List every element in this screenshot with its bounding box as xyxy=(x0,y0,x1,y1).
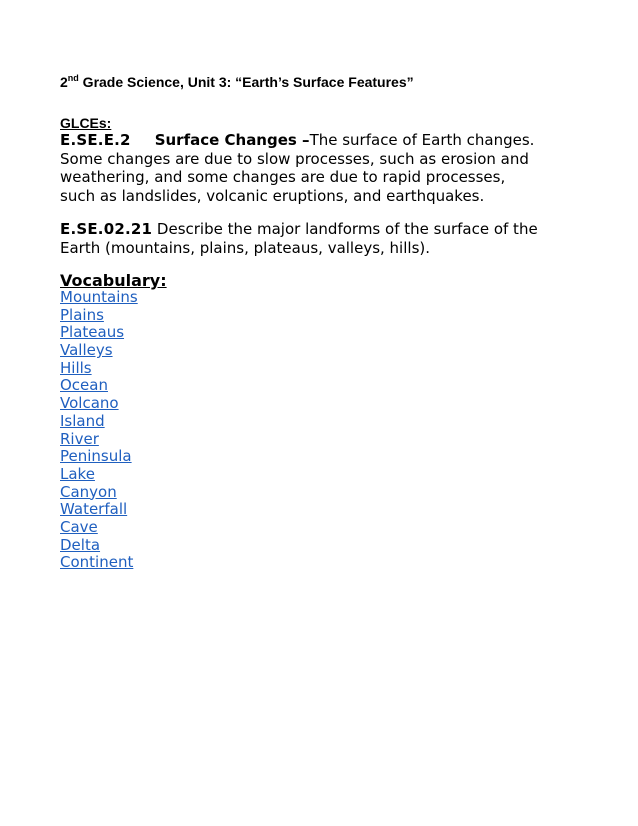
document-title xyxy=(60,74,414,90)
list-item xyxy=(60,431,138,449)
vocabulary-link[interactable]: River xyxy=(60,429,99,448)
vocabulary-link[interactable]: Continent xyxy=(60,553,134,572)
vocabulary-link[interactable]: Peninsula xyxy=(60,447,132,466)
vocabulary-link[interactable]: Canyon xyxy=(60,482,117,501)
glces-label: GLCEs: xyxy=(60,115,112,131)
title-superscript: nd xyxy=(67,73,79,83)
vocabulary-link[interactable]: Volcano xyxy=(60,394,119,413)
list-item xyxy=(60,324,138,342)
vocabulary-link[interactable]: Delta xyxy=(60,535,101,554)
standard-text-1: The surface of Earth changes. Some changes are due to slow processes, such as erosion and weathering, and some changes are due to rapid processes, such as landslides, volcanic eruptions, and earthquakes. xyxy=(60,131,535,205)
vocabulary-link[interactable]: Mountains xyxy=(60,288,138,306)
vocabulary-link[interactable]: Hills xyxy=(60,358,92,377)
standard-paragraph-1 xyxy=(60,131,540,205)
list-item xyxy=(60,360,138,378)
list-item xyxy=(60,554,138,572)
list-item xyxy=(60,519,138,537)
title-prefix: 2 xyxy=(60,74,68,90)
list-item xyxy=(60,377,138,395)
list-item xyxy=(60,289,138,307)
list-item xyxy=(60,395,138,413)
standard-code-2: E.SE.02.21 xyxy=(60,220,153,238)
list-item xyxy=(60,537,138,555)
standard-heading-1: Surface Changes – xyxy=(154,131,310,149)
vocabulary-list xyxy=(60,289,138,572)
vocabulary-link[interactable]: Waterfall xyxy=(60,500,128,519)
vocabulary-link[interactable]: Lake xyxy=(60,464,95,483)
vocabulary-link[interactable]: Valleys xyxy=(60,341,113,360)
list-item xyxy=(60,413,138,431)
vocabulary-heading: Vocabulary: xyxy=(60,271,167,290)
list-item xyxy=(60,484,138,502)
list-item xyxy=(60,501,138,519)
list-item xyxy=(60,342,138,360)
vocabulary-link[interactable]: Plateaus xyxy=(60,323,125,342)
list-item xyxy=(60,466,138,484)
vocabulary-link[interactable]: Cave xyxy=(60,517,98,536)
standard-text-2: Describe the major landforms of the surface of the Earth (mountains, plains, plateaus, valleys, hills). xyxy=(60,220,538,257)
title-rest: Grade Science, Unit 3: “Earth’s Surface Features” xyxy=(78,74,414,90)
list-item xyxy=(60,307,138,325)
standard-paragraph-2 xyxy=(60,220,540,257)
vocabulary-link[interactable]: Ocean xyxy=(60,376,108,395)
list-item xyxy=(60,448,138,466)
standard-code-1: E.SE.E.2 xyxy=(60,131,131,149)
vocabulary-link[interactable]: Plains xyxy=(60,305,104,324)
vocabulary-link[interactable]: Island xyxy=(60,411,105,430)
